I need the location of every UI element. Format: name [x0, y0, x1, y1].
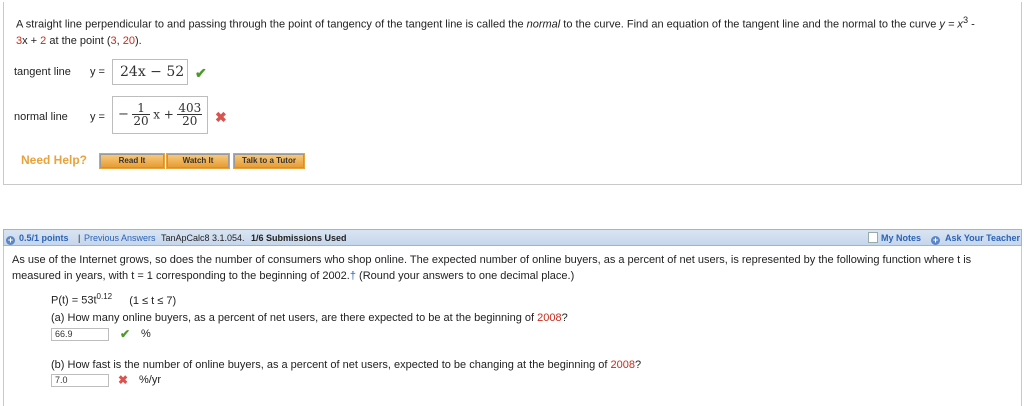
cross-icon: ✖	[118, 373, 129, 387]
normal-y-equals: y =	[90, 111, 105, 123]
tangent-y-equals: y =	[90, 66, 105, 78]
part-b-answer-value: 7.0	[55, 375, 68, 385]
part-a-qmark: ?	[561, 312, 568, 324]
tangent-answer-field[interactable]	[112, 59, 188, 85]
function-definition	[51, 289, 176, 309]
ask-your-teacher-link[interactable]: Ask Your Teacher	[945, 233, 1021, 243]
points-label: 0.5/1 points	[19, 233, 69, 243]
part-b-year: 2008	[610, 359, 635, 371]
normal-x-plus: x +	[153, 107, 174, 122]
normal-line-label: normal line	[14, 111, 68, 123]
part-b-answer-field[interactable]	[51, 374, 109, 387]
intro-line-2: measured in years, with t = 1 corresponding to the beginning of 2002.	[12, 270, 350, 282]
prompt-text-cont: to the curve. Find an equation of the tangent line and the normal to the curve	[560, 18, 940, 31]
intercept-denominator: 20	[182, 114, 198, 128]
intro-line-1: As use of the Internet grows, so does the number of consumers who shop online. The expected number of online buyers, as a percent of net users, is represented by the following function where t is	[12, 254, 972, 266]
header-separator: |	[78, 233, 81, 243]
plus-circle-icon: +	[7, 235, 14, 245]
question-1-panel	[3, 2, 1022, 185]
source-label: TanApCalc8 3.1.054.	[161, 233, 245, 243]
read-it-button[interactable]: Read It	[100, 154, 164, 168]
part-a-answer-field[interactable]	[51, 328, 109, 341]
part-b-text: (b) How fast is the number of online buyers, as a percent of net users, expected to be changing at the beginning of	[51, 359, 611, 371]
cross-icon: ✖	[215, 109, 227, 125]
tangent-line-label: tangent line	[14, 66, 71, 78]
prompt-italic-normal: normal	[526, 18, 561, 31]
prompt-coef: 3	[16, 34, 23, 47]
question-1-prompt	[16, 12, 1021, 49]
watch-it-button[interactable]: Watch It	[167, 154, 229, 168]
function-domain: (1 ≤ t ≤ 7)	[129, 294, 177, 307]
intercept-numerator: 403	[178, 101, 202, 115]
check-icon: ✔	[195, 65, 207, 81]
notebook-icon[interactable]	[868, 232, 878, 243]
part-a-text: (a) How many online buyers, as a percent of net users, are there expected to be at the beginning of	[51, 312, 538, 324]
point-y: 20	[122, 34, 136, 47]
question-2-intro	[12, 252, 1017, 284]
part-b-qmark: ?	[635, 359, 642, 371]
tangent-answer-value: 24x − 52	[120, 64, 185, 80]
part-a-unit: %	[141, 328, 151, 340]
intro-round-note: (Round your answers to one decimal place.)	[355, 270, 575, 282]
part-a-question	[51, 310, 568, 326]
normal-intercept-fraction	[177, 102, 202, 127]
question-2-header	[3, 229, 1022, 246]
function-exponent: 0.12	[96, 292, 113, 301]
footnote-marker[interactable]: †	[349, 270, 356, 282]
plus-circle-icon: +	[932, 235, 939, 245]
talk-to-tutor-button[interactable]: Talk to a Tutor	[234, 154, 304, 168]
prompt-curve: y = x	[939, 18, 963, 31]
need-help-label: Need Help?	[21, 153, 88, 167]
part-a-answer-value: 66.9	[55, 329, 73, 339]
prompt-exponent: 3	[962, 15, 969, 25]
part-b-unit: %/yr	[139, 374, 161, 386]
normal-minus-sign: −	[118, 107, 129, 122]
normal-answer-field[interactable]	[112, 96, 208, 134]
previous-answers-link[interactable]: Previous Answers	[84, 233, 156, 243]
prompt-end: ).	[135, 34, 142, 47]
function-lhs: P(t) = 53t	[51, 294, 97, 307]
prompt-text: A straight line perpendicular to and passing through the point of tangency of the tangent line is called the	[16, 18, 527, 31]
point-comma: ,	[116, 34, 123, 47]
check-icon: ✔	[120, 327, 131, 341]
point-x: 3	[110, 34, 117, 47]
slope-denominator: 20	[133, 114, 149, 128]
slope-numerator: 1	[132, 102, 149, 115]
prompt-minus: -	[968, 18, 975, 31]
question-2-panel	[3, 246, 1022, 406]
normal-slope-fraction	[132, 102, 149, 127]
my-notes-link[interactable]: My Notes	[881, 233, 922, 243]
prompt-x: x +	[22, 34, 41, 47]
prompt-const: 2	[40, 34, 47, 47]
part-a-year: 2008	[537, 312, 562, 324]
part-b-question	[51, 357, 641, 373]
prompt-at-point: at the point (	[46, 34, 111, 47]
submissions-label: 1/6 Submissions Used	[251, 233, 347, 243]
